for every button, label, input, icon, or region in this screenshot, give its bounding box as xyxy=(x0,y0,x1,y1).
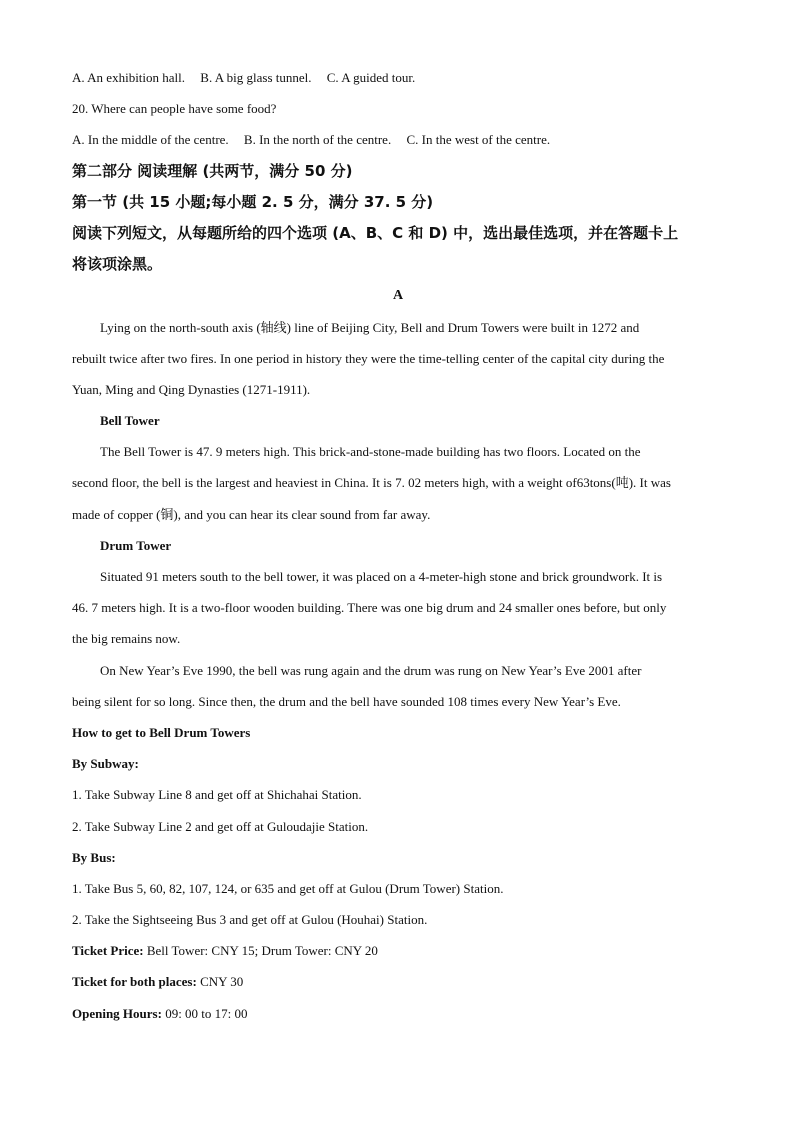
q20-question: 20. Where can people have some food? xyxy=(72,101,277,117)
q19-option-a: A. An exhibition hall. xyxy=(72,70,186,85)
q20-options xyxy=(72,124,724,155)
bus-item-1: 1. Take Bus 5, 60, 82, 107, 124, or 635 and get off at Gulou (Drum Tower) Station. xyxy=(72,880,504,896)
subway-item-1: 1. Take Subway Line 8 and get off at Shichahai Station. xyxy=(72,787,362,803)
intro-line-1: Lying on the north-south axis (轴线) line of Beijing City, Bell and Drum Towers were built in 1272 and xyxy=(100,319,640,335)
q20-option-b: B. In the north of the centre. xyxy=(243,132,392,148)
ticket-price-label: Ticket Price: xyxy=(72,943,144,959)
instruction-line-2: 将该项涂黑。 xyxy=(72,255,163,274)
q20-option-c: C. In the west of the centre. xyxy=(406,132,551,148)
opening-hours-label: Opening Hours: xyxy=(72,1005,162,1021)
subway-heading: By Subway: xyxy=(72,756,139,772)
drum-line-3: the big remains now. xyxy=(72,631,181,647)
part2-title: 第二部分 阅读理解 (共两节，满分 50 分) xyxy=(72,161,353,180)
subway-item-2: 2. Take Subway Line 2 and get off at Guloudajie Station. xyxy=(72,818,369,834)
ticket-both-value: CNY 30 xyxy=(196,974,244,990)
ticket-both-label: Ticket for both places: xyxy=(72,974,197,990)
intro-line-2: rebuilt twice after two fires. In one period in history they were the time-telling center of the capital city during the xyxy=(72,350,665,366)
drum-line-2: 46. 7 meters high. It is a two-floor wooden building. There was one big drum and 24 smaller ones before, but only xyxy=(72,600,667,616)
bell-line-2: second floor, the bell is the largest and heaviest in China. It is 7. 02 meters high, with a weight of63tons(吨). It was xyxy=(72,475,671,491)
bell-tower-heading: Bell Tower xyxy=(100,413,160,429)
bus-heading: By Bus: xyxy=(72,849,116,865)
opening-hours-value: 09: 00 to 17: 00 xyxy=(161,1005,248,1021)
q20-option-a: A. In the middle of the centre. xyxy=(72,132,229,148)
bell-line-3: made of copper (铜), and you can hear its clear sound from far away. xyxy=(72,506,431,522)
q19-options xyxy=(72,62,724,93)
howto-heading: How to get to Bell Drum Towers xyxy=(72,724,251,740)
intro-line-3: Yuan, Ming and Qing Dynasties (1271-1911). xyxy=(72,381,311,397)
q19-option-c: C. A guided tour. xyxy=(326,70,416,85)
ticket-price-value: Bell Tower: CNY 15; Drum Tower: CNY 20 xyxy=(143,943,378,959)
drum-tower-heading: Drum Tower xyxy=(100,537,172,553)
section1-title: 第一节 (共 15 小题;每小题 2. 5 分，满分 37. 5 分) xyxy=(72,192,434,211)
q19-option-b: B. A big glass tunnel. xyxy=(200,70,312,85)
bell-line-1: The Bell Tower is 47. 9 meters high. This brick-and-stone-made building has two floors. Located on the xyxy=(100,444,641,460)
drum-line-1: Situated 91 meters south to the bell tower, it was placed on a 4-meter-high stone and brick groundwork. It is xyxy=(100,569,663,584)
exam-page xyxy=(72,62,724,1029)
passage-label: A xyxy=(392,288,404,304)
newyear-line-2: being silent for so long. Since then, the drum and the bell have sounded 108 times every New Year’s Eve. xyxy=(72,693,621,709)
opening-hours xyxy=(72,998,724,1029)
instruction-line-1: 阅读下列短文，从每题所给的四个选项 (A、B、C 和 D) 中，选出最佳选项，并在答题卡上 xyxy=(72,223,679,242)
bus-item-2: 2. Take the Sightseeing Bus 3 and get off at Gulou (Houhai) Station. xyxy=(72,912,428,928)
ticket-both xyxy=(72,966,724,997)
ticket-price xyxy=(72,935,724,966)
newyear-line-1: On New Year’s Eve 1990, the bell was rung again and the drum was rung on New Year’s Eve 2001 after xyxy=(100,662,642,678)
